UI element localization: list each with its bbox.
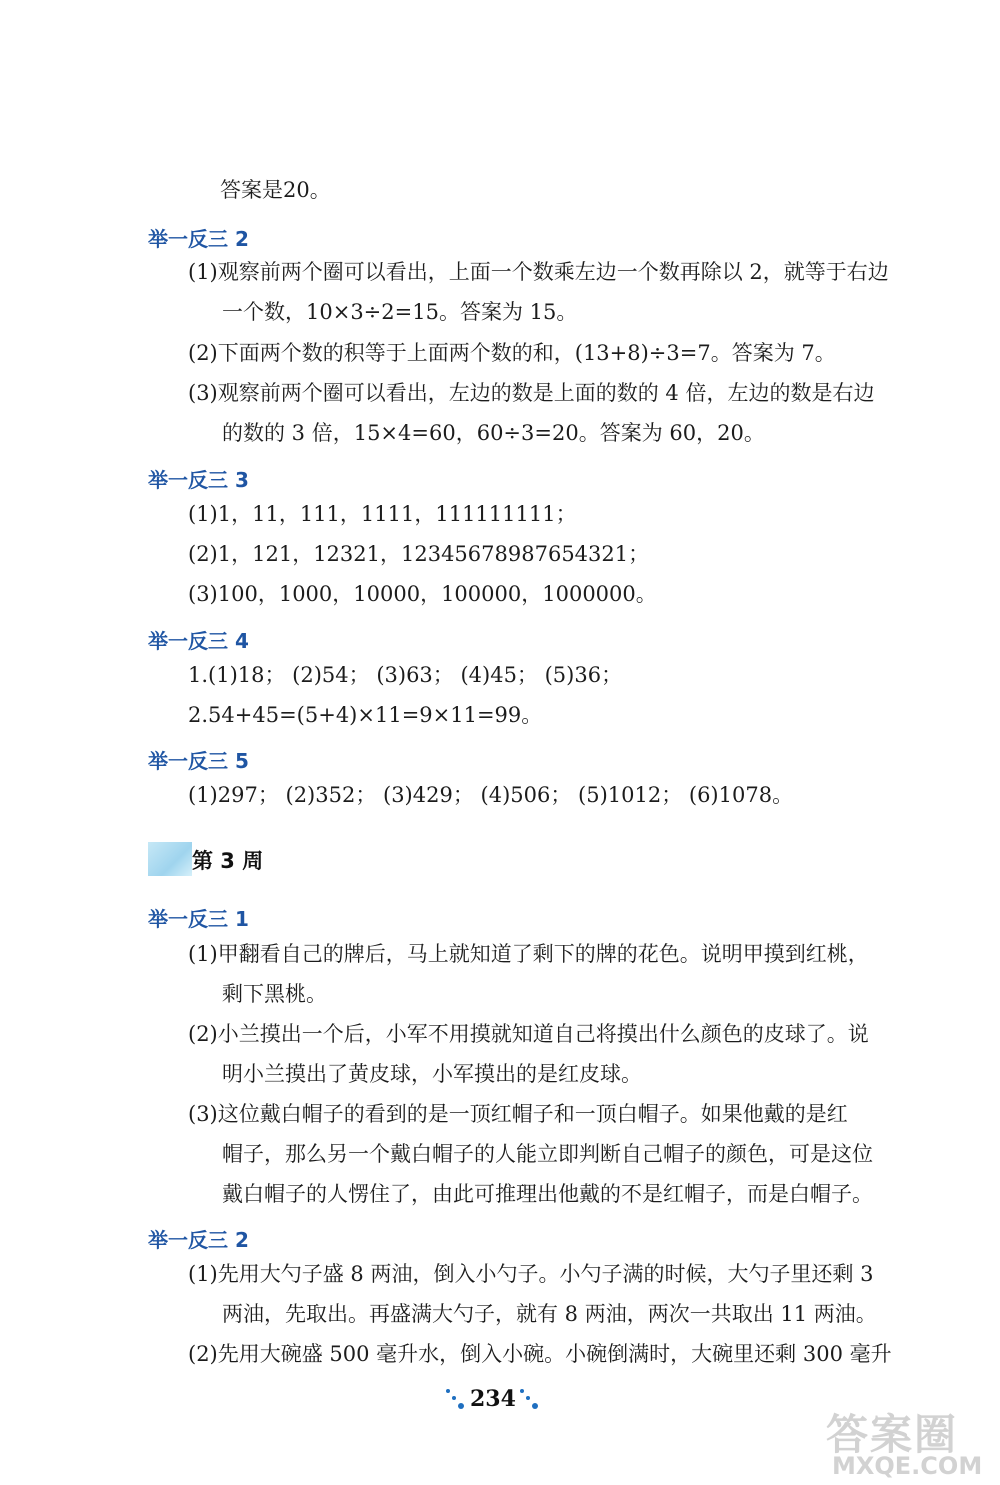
section-heading: 举一反三 3 [148, 468, 249, 492]
answer-line: (3)100，1000，10000，100000，1000000。 [188, 582, 657, 606]
answer-line: (1)观察前两个圈可以看出，上面一个数乘左边一个数再除以 2，就等于右边 [188, 260, 889, 284]
answer-line: 两油，先取出。再盛满大勺子，就有 8 两油，两次一共取出 11 两油。 [222, 1302, 877, 1326]
answer-line: 的数的 3 倍，15×4=60，60÷3=20。答案为 60，20。 [222, 421, 765, 445]
dot-decoration-icon [446, 1389, 450, 1393]
answer-line: (1)1，11，111，1111，111111111； [188, 502, 577, 526]
answer-line: 2.54+45=(5+4)×11=9×11=99。 [188, 703, 543, 727]
week-badge [148, 842, 192, 876]
answer-line: 明小兰摸出了黄皮球，小军摸出的是红皮球。 [222, 1062, 642, 1086]
answer-line: (2)小兰摸出一个后，小军不用摸就知道自己将摸出什么颜色的皮球了。说 [188, 1022, 869, 1046]
section-heading: 举一反三 2 [148, 1228, 249, 1252]
answer-line: 一个数，10×3÷2=15。答案为 15。 [222, 300, 578, 324]
dot-decoration-icon [526, 1396, 530, 1400]
week-title: 第 3 周 [192, 849, 264, 873]
answer-line: (2)下面两个数的积等于上面两个数的和，(13+8)÷3=7。答案为 7。 [188, 341, 836, 365]
intro-answer: 答案是20。 [220, 178, 331, 202]
section-heading: 举一反三 2 [148, 227, 249, 251]
answer-line: 戴白帽子的人愣住了，由此可推理出他戴的不是红帽子，而是白帽子。 [222, 1182, 873, 1206]
dot-decoration-icon [452, 1396, 456, 1400]
page-number-area [440, 1386, 560, 1416]
answer-line: (1)297； (2)352； (3)429； (4)506； (5)1012； (6)1078。 [188, 783, 794, 807]
section-heading: 举一反三 1 [148, 907, 249, 931]
watermark-url: MXQE.COM [832, 1452, 983, 1480]
answer-line: (2)1，121，12321，12345678987654321； [188, 542, 650, 566]
answer-line: (1)甲翻看自己的牌后，马上就知道了剩下的牌的花色。说明甲摸到红桃， [188, 942, 869, 966]
answer-line: (1)先用大勺子盛 8 两油，倒入小勺子。小勺子满的时候，大勺子里还剩 3 [188, 1262, 874, 1286]
answer-line: (3)观察前两个圈可以看出，左边的数是上面的数的 4 倍，左边的数是右边 [188, 381, 875, 405]
section-heading: 举一反三 5 [148, 749, 249, 773]
answer-line: 剩下黑桃。 [222, 982, 327, 1006]
section-heading: 举一反三 4 [148, 629, 249, 653]
answer-line: 帽子，那么另一个戴白帽子的人能立即判断自己帽子的颜色，可是这位 [222, 1142, 873, 1166]
answer-line: 1.(1)18； (2)54； (3)63； (4)45； (5)36； [188, 663, 623, 687]
answer-line: (2)先用大碗盛 500 毫升水，倒入小碗。小碗倒满时，大碗里还剩 300 毫升 [188, 1342, 892, 1366]
answer-line: (3)这位戴白帽子的看到的是一顶红帽子和一顶白帽子。如果他戴的是红 [188, 1102, 848, 1126]
dot-decoration-icon [520, 1389, 524, 1393]
dot-decoration-icon [458, 1403, 464, 1409]
watermark-logo: 答案圈 [826, 1410, 959, 1459]
dot-decoration-icon [532, 1403, 538, 1409]
page-number: 234 [470, 1386, 516, 1412]
